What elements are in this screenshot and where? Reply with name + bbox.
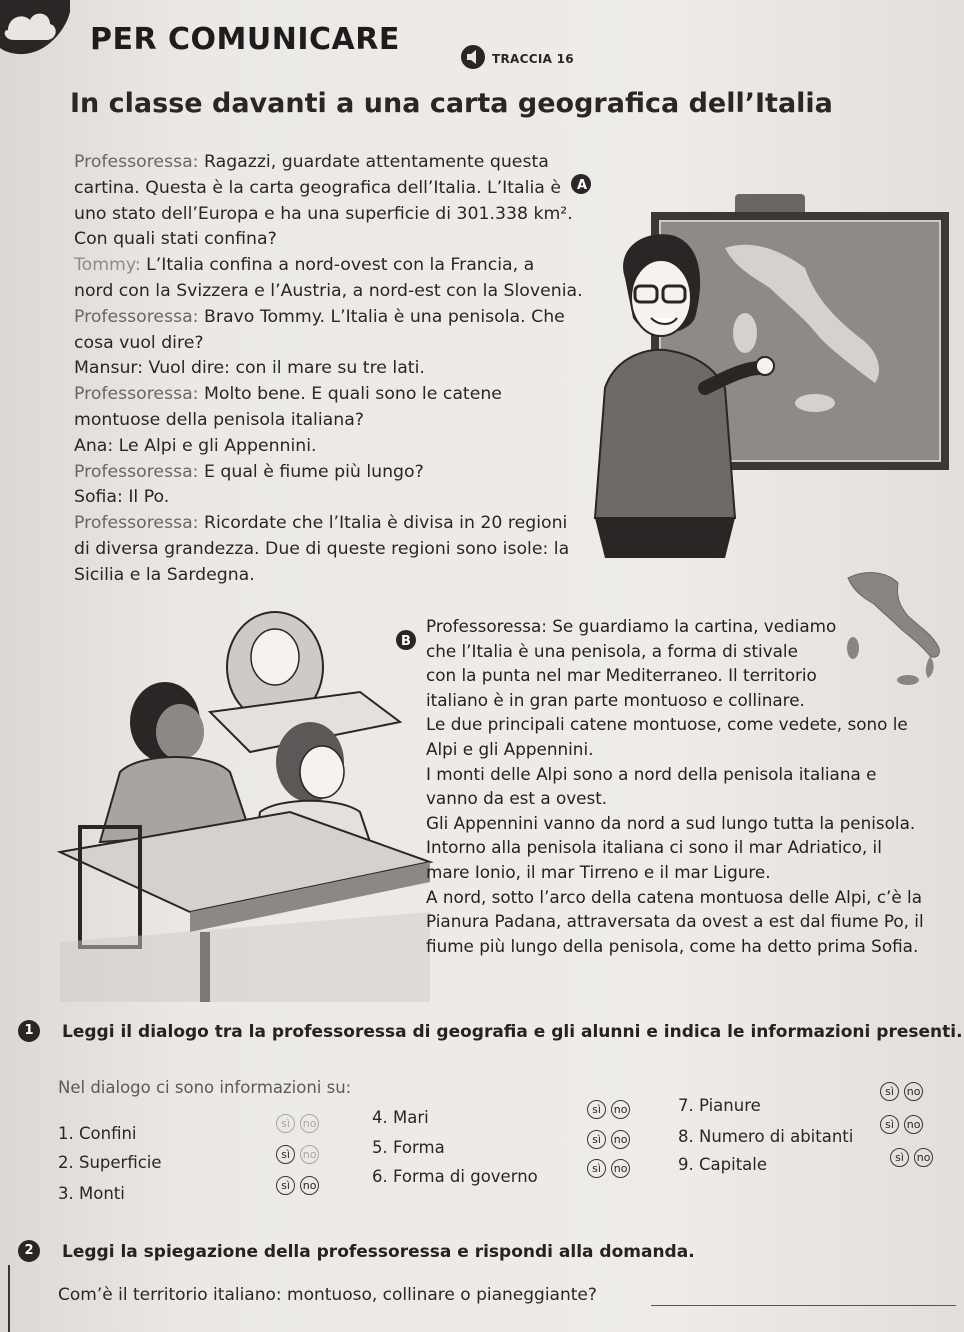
- choice-no[interactable]: no: [904, 1082, 923, 1101]
- choice-yes[interactable]: sì: [276, 1145, 295, 1164]
- speaker: Tommy:: [74, 255, 141, 276]
- speaker: Professoressa:: [74, 461, 199, 482]
- teacher-illustration: [577, 168, 955, 558]
- explanation-line: con la punta nel mar Mediterraneo. Il territorio: [426, 665, 817, 686]
- choice-pair: [587, 1157, 630, 1178]
- speaker: Professoressa:: [74, 152, 199, 172]
- explanation-line: Professoressa: Se guardiamo la cartina, vediamo: [426, 616, 837, 636]
- choice-pair: [587, 1098, 630, 1119]
- choice-no[interactable]: no: [611, 1130, 630, 1149]
- audio-track-icon[interactable]: [460, 44, 486, 70]
- choice-no[interactable]: no: [300, 1114, 319, 1133]
- dialogue-line: Sicilia e la Sardegna.: [74, 564, 255, 585]
- explanation-line: che l’Italia è una penisola, a forma di stivale: [426, 640, 798, 661]
- choice-pair: [880, 1113, 923, 1134]
- choice-no[interactable]: no: [611, 1159, 630, 1178]
- label-b: B: [401, 634, 411, 649]
- explanation-line: Intorno alla penisola italiana ci sono il mar Adriatico, il: [426, 837, 882, 858]
- dialogue-line: cartina. Questa è la carta geografica dell’Italia. L’Italia è: [74, 177, 561, 198]
- explanation-text: [426, 614, 956, 958]
- exercise-item: 6. Forma di governo: [372, 1167, 538, 1186]
- dialogue-line: Sofia: Il Po.: [74, 487, 170, 508]
- track-label: TRACCIA 16: [492, 52, 574, 66]
- dialogue-line: Professoressa: Ragazzi, guardate attentamente questa: [74, 152, 549, 172]
- students-illustration: [60, 612, 430, 1002]
- exercise-item: 7. Pianure: [678, 1096, 761, 1115]
- exercise-item: 3. Monti: [58, 1184, 125, 1203]
- dialogue-line: Professoressa: E qual è fiume più lungo?: [74, 461, 424, 482]
- choice-pair: [276, 1174, 319, 1195]
- exercise-1-intro: Nel dialogo ci sono informazioni su:: [58, 1078, 352, 1097]
- speaker: Professoressa:: [74, 384, 199, 405]
- exercise-item: 1. Confini: [58, 1124, 137, 1143]
- choice-yes[interactable]: sì: [890, 1148, 909, 1167]
- dialogue: [74, 150, 594, 589]
- exercise-item: 2. Superficie: [58, 1153, 162, 1172]
- choice-no[interactable]: no: [914, 1148, 933, 1167]
- explanation-line: italiano è in gran parte montuoso e collinare.: [426, 689, 805, 710]
- choice-yes[interactable]: sì: [587, 1159, 606, 1178]
- speaker: Ana:: [74, 435, 114, 456]
- choice-no[interactable]: no: [300, 1176, 319, 1195]
- explanation-line: mare Ionio, il mar Tirreno e il mar Ligure.: [426, 861, 771, 882]
- dialogue-line: Con quali stati confina?: [74, 229, 277, 250]
- margin-line: [8, 1265, 10, 1332]
- exercise-item: 5. Forma: [372, 1138, 445, 1157]
- explanation-line: A nord, sotto l’arco della catena montuosa delle Alpi, c’è la: [426, 886, 922, 907]
- choice-yes[interactable]: sì: [880, 1115, 899, 1134]
- dialogue-line: Professoressa: Molto bene. E quali sono le catene: [74, 384, 502, 405]
- speaker: Mansur:: [74, 358, 144, 379]
- explanation-line: Alpi e gli Appennini.: [426, 738, 594, 759]
- choice-pair: [276, 1143, 319, 1164]
- dialogue-line: Professoressa: Bravo Tommy. L’Italia è una penisola. Che: [74, 306, 565, 327]
- speaker: Sofia:: [74, 487, 123, 508]
- explanation-line: fiume più lungo della penisola, come ha detto prima Sofia.: [426, 935, 919, 956]
- exercise-item: 9. Capitale: [678, 1155, 768, 1174]
- choice-pair: [276, 1112, 319, 1133]
- exercise-2-instruction: Leggi la spiegazione della professoressa e rispondi alla domanda.: [62, 1242, 695, 1262]
- dialogue-line: montuose della penisola italiana?: [74, 409, 364, 430]
- dialogue-line: nord con la Svizzera e l’Austria, a nord-est con la Slovenia.: [74, 280, 583, 301]
- choice-no[interactable]: no: [300, 1145, 319, 1164]
- dialog-title: In classe davanti a una carta geografica dell’Italia: [70, 88, 833, 119]
- choice-pair: [890, 1146, 933, 1167]
- dialogue-line: cosa vuol dire?: [74, 332, 204, 353]
- dialogue-line: uno stato dell’Europa e ha una superficie di 301.338 km².: [74, 203, 573, 224]
- explanation-line: vanno da est a ovest.: [426, 788, 608, 809]
- exercise-2-number: 2: [18, 1240, 40, 1262]
- explanation-line: Le due principali catene montuose, come vedete, sono le: [426, 714, 908, 735]
- label-a: A: [577, 178, 588, 193]
- choice-pair: [880, 1080, 923, 1101]
- dialogue-line: Mansur: Vuol dire: con il mare su tre lati.: [74, 358, 425, 379]
- choice-no[interactable]: no: [904, 1115, 923, 1134]
- exercise-1-number: 1: [18, 1020, 40, 1042]
- dialogue-line: di diversa grandezza. Due di queste regioni sono isole: la: [74, 538, 570, 559]
- choice-yes[interactable]: sì: [587, 1130, 606, 1149]
- choice-yes[interactable]: sì: [276, 1114, 295, 1133]
- answer-line[interactable]: [651, 1305, 956, 1306]
- exercise-2-question: Com’è il territorio italiano: montuoso, collinare o pianeggiante?: [58, 1285, 597, 1305]
- speaker: Professoressa:: [74, 306, 199, 327]
- dialogue-line: Tommy: L’Italia confina a nord-ovest con la Francia, a: [74, 255, 535, 276]
- exercise-item: 8. Numero di abitanti: [678, 1127, 854, 1146]
- section-icon: [0, 0, 70, 56]
- choice-yes[interactable]: sì: [880, 1082, 899, 1101]
- section-title: PER COMUNICARE: [90, 22, 400, 57]
- exercise-1-instruction: Leggi il dialogo tra la professoressa di geografia e gli alunni e indica le informazioni presenti.: [62, 1022, 963, 1042]
- dialogue-line: Ana: Le Alpi e gli Appennini.: [74, 435, 317, 456]
- dialogue-line: Professoressa: Ricordate che l’Italia è divisa in 20 regioni: [74, 513, 568, 534]
- explanation-line: I monti delle Alpi sono a nord della penisola italiana e: [426, 763, 877, 784]
- choice-yes[interactable]: sì: [587, 1100, 606, 1119]
- choice-no[interactable]: no: [611, 1100, 630, 1119]
- explanation-line: Pianura Padana, attraversata da ovest a est dal fiume Po, il: [426, 911, 924, 932]
- explanation-line: Gli Appennini vanno da nord a sud lungo tutta la penisola.: [426, 812, 916, 833]
- speaker: Professoressa:: [74, 513, 199, 534]
- exercise-item: 4. Mari: [372, 1108, 429, 1127]
- choice-pair: [587, 1128, 630, 1149]
- choice-yes[interactable]: sì: [276, 1176, 295, 1195]
